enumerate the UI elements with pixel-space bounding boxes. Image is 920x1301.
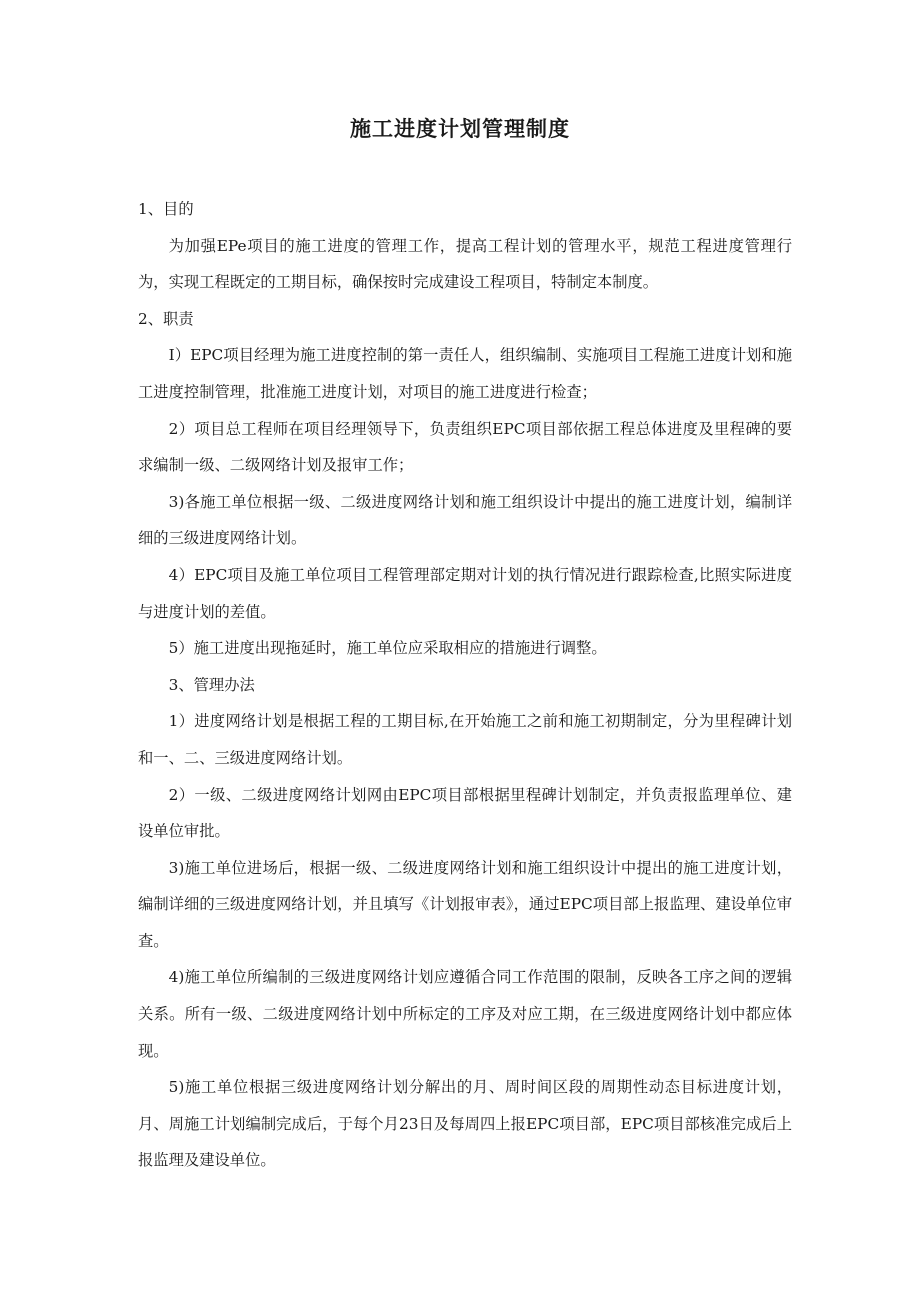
- document-title: 施工进度计划管理制度: [350, 117, 570, 141]
- method-item: 3)施工单位进场后，根据一级、二级进度网络计划和施工组织设计中提出的施工进度计划，编制详细的三级进度网络计划，并且填写《计划报审表》，通过EPC项目部上报监理、建设单位审查。: [138, 858, 792, 950]
- section-heading-methods: 3、管理办法: [168, 675, 255, 694]
- method-item: 2）一级、二级进度网络计划网由EPC项目部根据里程碑计划制定，并负责报监理单位、建设单位审批。: [138, 785, 792, 841]
- section-heading-duties: 2、职责: [138, 309, 194, 328]
- duty-item: 4）EPC项目及施工单位项目工程管理部定期对计划的执行情况进行跟踪检查,比照实际进度与进度计划的差值。: [138, 565, 792, 621]
- duty-item: I）EPC项目经理为施工进度控制的第一责任人，组织编制、实施项目工程施工进度计划和施工进度控制管理，批准施工进度计划，对项目的施工进度进行检查；: [138, 346, 792, 401]
- method-item: 4)施工单位所编制的三级进度网络计划应遵循合同工作范围的限制，反映各工序之间的逻辑关系。所有一级、二级进度网络计划中所标定的工序及对应工期，在三级进度网络计划中都应体现。: [138, 968, 792, 1060]
- duty-item: 3)各施工单位根据一级、二级进度网络计划和施工组织设计中提出的施工进度计划，编制详细的三级进度网络计划。: [138, 492, 792, 548]
- method-item: 5)施工单位根据三级进度网络计划分解出的月、周时间区段的周期性动态目标进度计划，月、周施工计划编制完成后，于每个月23日及每周四上报EPC项目部，EPC项目部核准完成后上报监理及建设单位。: [138, 1078, 792, 1170]
- section-heading-purpose: 1、目的: [138, 200, 194, 218]
- method-item: 1）进度网络计划是根据工程的工期目标,在开始施工之前和施工初期制定，分为里程碑计划和一、二、三级进度网络计划。: [138, 712, 792, 767]
- duty-item: 2）项目总工程师在项目经理领导下，负责组织EPC项目部依据工程总体进度及里程碑的要求编制一级、二级网络计划及报审工作；: [138, 419, 792, 475]
- duty-item: 5）施工进度出现拖延时，施工单位应采取相应的措施进行调整。: [168, 639, 607, 658]
- purpose-paragraph: 为加强EPe项目的施工进度的管理工作，提高工程计划的管理水平，规范工程进度管理行为，实现工程既定的工期目标，确保按时完成建设工程项目，特制定本制度。: [138, 236, 792, 292]
- document-body: [138, 191, 792, 1179]
